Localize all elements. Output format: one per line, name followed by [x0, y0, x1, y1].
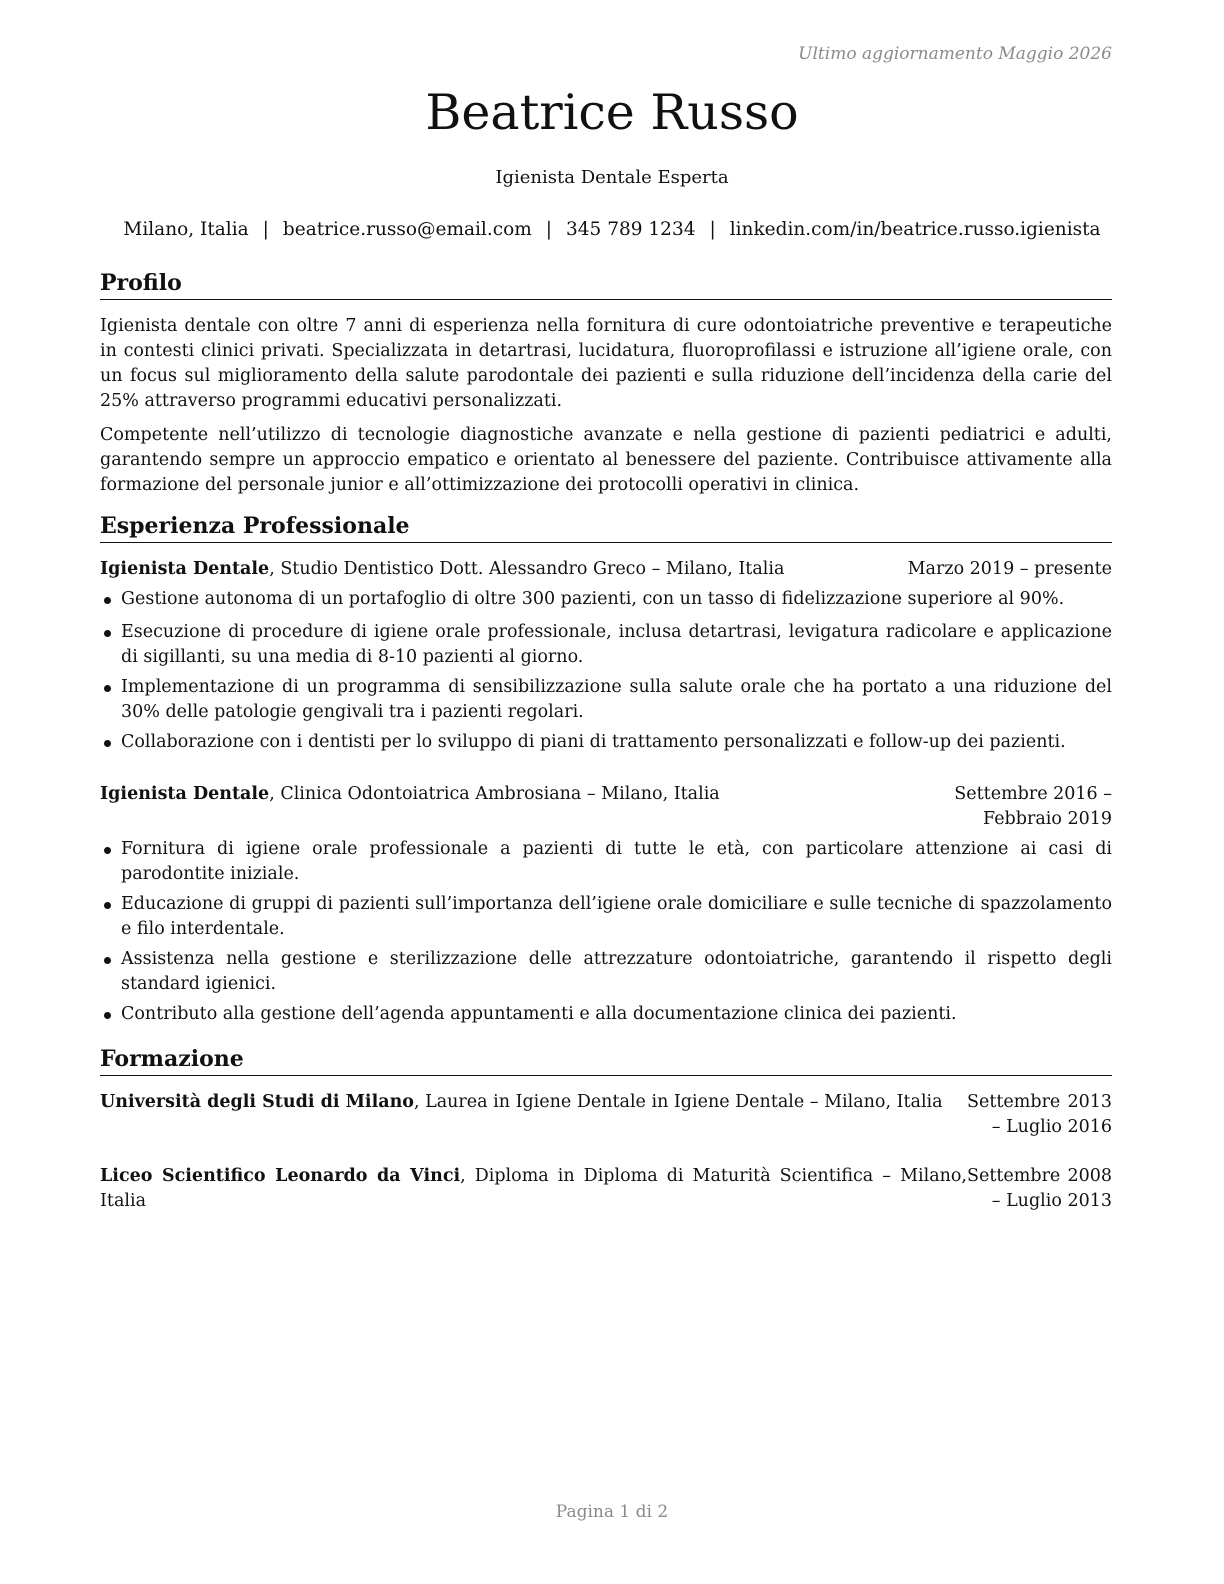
education-entry [100, 1090, 1112, 1140]
section-title-profile: Profilo [100, 270, 1112, 300]
job-header [100, 782, 1112, 832]
section-title-experience: Esperienza Professionale [100, 513, 1112, 543]
page-number: Pagina 1 di 2 [555, 1502, 669, 1522]
job-bullets [100, 587, 1112, 755]
job-entry [100, 782, 1112, 1027]
education-detail: , Laurea in Igiene Dentale in Igiene Dentale – Milano, Italia [413, 1091, 943, 1112]
job-bullets [100, 837, 1112, 1027]
list-item: Educazione di gruppi di pazienti sull’importanza dell’igiene orale domiciliare e sulle tecniche di spazzolamento e filo interdentale. [100, 892, 1112, 942]
job-employer: , Clinica Odontoiatrica Ambrosiana – Milano, Italia [269, 783, 720, 804]
education-school: Università degli Studi di Milano [100, 1091, 414, 1112]
experience-section [100, 513, 1112, 1027]
list-item: Contributo alla gestione dell’agenda appuntamenti e alla documentazione clinica dei pazienti. [100, 1002, 1112, 1027]
candidate-name: Beatrice Russo [425, 84, 799, 141]
contact-separator: | [545, 219, 553, 240]
profile-paragraph: Competente nell’utilizzo di tecnologie diagnostiche avanzate e nella gestione di pazienti pediatrici e adulti, garantendo sempre un approccio empatico e orientato al benessere del paziente. Contribuisce attivamente alla formazione del personale junior e all’ottimizzazione dei protocolli operativi in clinica. [100, 424, 1112, 495]
contact-separator: | [709, 219, 716, 240]
education-section [100, 1046, 1112, 1214]
contact-separator: | [262, 219, 269, 240]
contact-phone[interactable]: 345 789 1234 [566, 219, 696, 240]
section-title-education: Formazione [100, 1046, 1112, 1076]
contact-linkedin[interactable]: linkedin.com/in/beatrice.russo.igienista [729, 219, 1101, 240]
job-dates: Settembre 2016 – Febbraio 2019 [954, 783, 1112, 829]
education-dates: Settembre 2013 – Luglio 2016 [967, 1091, 1112, 1137]
list-item: Assistenza nella gestione e sterilizzazione delle attrezzature odontoiatriche, garantendo il rispetto degli standard igienici. [100, 947, 1112, 997]
list-item: Implementazione di un programma di sensibilizzazione sulla salute orale che ha portato a una riduzione del 30% delle patologie gengivali tra i pazienti regolari. [100, 675, 1112, 725]
last-updated: Ultimo aggiornamento Maggio 2026 [798, 44, 1112, 64]
job-header [100, 557, 1112, 582]
education-detail: , Diploma in Diploma di Maturità Scientifica – Milano, Italia [100, 1165, 967, 1211]
contact-line [0, 219, 1224, 240]
job-employer: , Studio Dentistico Dott. Alessandro Greco – Milano, Italia [269, 558, 785, 579]
profile-paragraph: Igienista dentale con oltre 7 anni di esperienza nella fornitura di cure odontoiatriche preventive e terapeutiche in contesti clinici privati. Specializzata in detartrasi, lucidatura, fluoroprofilassi e istruzione all’igiene orale, con un focus sul miglioramento della salute parodontale dei pazienti e sulla riduzione dell’incidenza della carie del 25% attraverso programmi educativi personalizzati. [100, 315, 1112, 411]
contact-email[interactable]: beatrice.russo@email.com [282, 219, 532, 240]
education-entry [100, 1164, 1112, 1214]
list-item: Fornitura di igiene orale professionale a pazienti di tutte le età, con particolare attenzione ai casi di parodontite iniziale. [100, 837, 1112, 887]
job-dates: Marzo 2019 – presente [907, 558, 1112, 579]
contact-location: Milano, Italia [123, 219, 249, 240]
education-dates: Settembre 2008 – Luglio 2013 [967, 1165, 1112, 1211]
job-role: Igienista Dentale [100, 783, 270, 804]
job-entry [100, 557, 1112, 755]
list-item: Esecuzione di procedure di igiene orale professionale, inclusa detartrasi, levigatura radicolare e applicazione di sigillanti, su una media di 8-10 pazienti al giorno. [100, 620, 1112, 670]
list-item: Gestione autonoma di un portafoglio di oltre 300 pazienti, con un tasso di fidelizzazione superiore al 90%. [100, 587, 1112, 612]
education-school: Liceo Scientifico Leonardo da Vinci [100, 1165, 461, 1186]
headline: Igienista Dentale Esperta [495, 167, 729, 188]
list-item: Collaborazione con i dentisti per lo sviluppo di piani di trattamento personalizzati e follow-up dei pazienti. [100, 730, 1112, 755]
profile-section [100, 270, 1112, 498]
job-role: Igienista Dentale [100, 558, 270, 579]
